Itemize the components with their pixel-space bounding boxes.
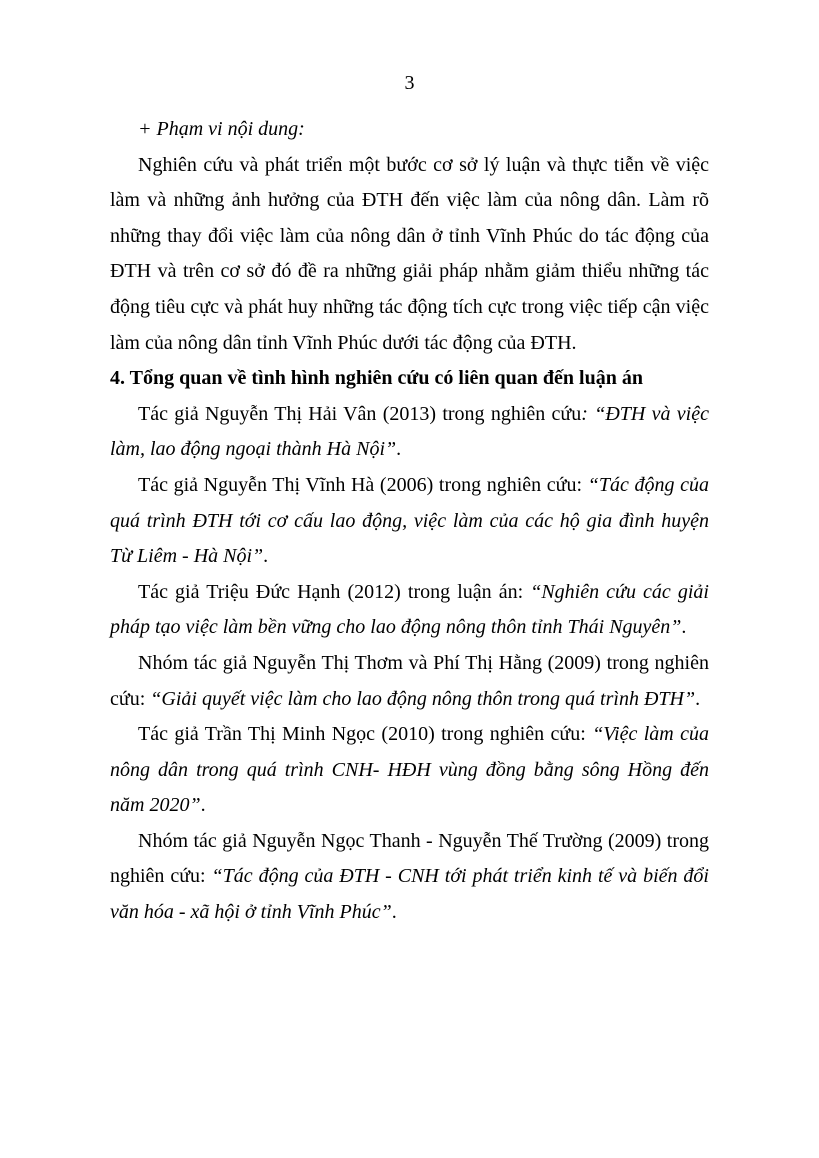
entry-end: . <box>200 794 206 817</box>
reference-entry <box>110 646 709 717</box>
reference-entry <box>110 575 709 646</box>
reference-entry <box>110 397 709 468</box>
reference-entry <box>110 824 709 931</box>
entry-title: “Nghiên cứu các giải pháp tạo việc làm bền vững cho lao động nông thôn tỉnh Thái Nguyên” <box>110 580 709 639</box>
page-number: 3 <box>404 72 415 94</box>
entry-intro: Tác giả Trần Thị Minh Ngọc (2010) trong nghiên cứu: <box>138 723 593 746</box>
page-content <box>110 112 709 931</box>
entry-intro: Tác giả Nguyễn Thị Vĩnh Hà (2006) trong nghiên cứu: <box>138 473 588 496</box>
entry-title: : “ĐTH và việc làm, lao động ngoại thành Hà Nội” <box>110 402 709 461</box>
entry-end: . <box>391 901 397 924</box>
section-heading: 4. Tổng quan về tình hình nghiên cứu có liên quan đến luận án <box>110 367 643 390</box>
entry-title: “Việc làm của nông dân trong quá trình CNH- HĐH vùng đồng bằng sông Hồng đến năm 2020” <box>110 723 709 817</box>
entry-end: . <box>396 438 402 461</box>
scope-label: + Phạm vi nội dung: <box>138 118 305 140</box>
entry-title: “Giải quyết việc làm cho lao động nông thôn trong quá trình ĐTH” <box>150 687 696 710</box>
reference-entry <box>110 717 709 824</box>
entry-end: . <box>263 545 269 568</box>
entry-title: “Tác động của quá trình ĐTH tới cơ cấu lao động, việc làm của các hộ gia đình huyện Từ Liêm - Hà Nội” <box>110 473 710 568</box>
scope-paragraph: Nghiên cứu và phát triển một bước cơ sở lý luận và thực tiễn về việc làm và những ảnh hưởng của ĐTH đến việc làm của nông dân. Làm rõ những thay đổi việc làm của nông dân ở tỉnh Vĩnh Phúc do tác động của ĐTH và trên cơ sở đó đề ra những giải pháp nhằm giảm thiểu những tác động tiêu cực và phát huy những tác động tích cực trong việc tiếp cận việc làm của nông dân tỉnh Vĩnh Phúc dưới tác động của ĐTH. <box>110 153 709 354</box>
entry-intro: Nhóm tác giả Nguyễn Thị Thơm và Phí Thị Hằng (2009) trong nghiên cứu: <box>110 651 709 710</box>
entry-end: . <box>681 616 687 639</box>
entry-intro: Tác giả Triệu Đức Hạnh (2012) trong luận án: <box>138 580 531 603</box>
entry-intro: Tác giả Nguyễn Thị Hải Vân (2013) trong nghiên cứu <box>138 402 582 425</box>
entry-end: . <box>695 687 701 710</box>
reference-entry <box>110 468 709 575</box>
entry-title: “Tác động của ĐTH - CNH tới phát triển kinh tế và biến đổi văn hóa - xã hội ở tỉnh Vĩnh Phúc” <box>110 865 709 924</box>
entry-intro: Nhóm tác giả Nguyễn Ngọc Thanh - Nguyễn Thế Trường (2009) trong nghiên cứu: <box>110 829 709 888</box>
